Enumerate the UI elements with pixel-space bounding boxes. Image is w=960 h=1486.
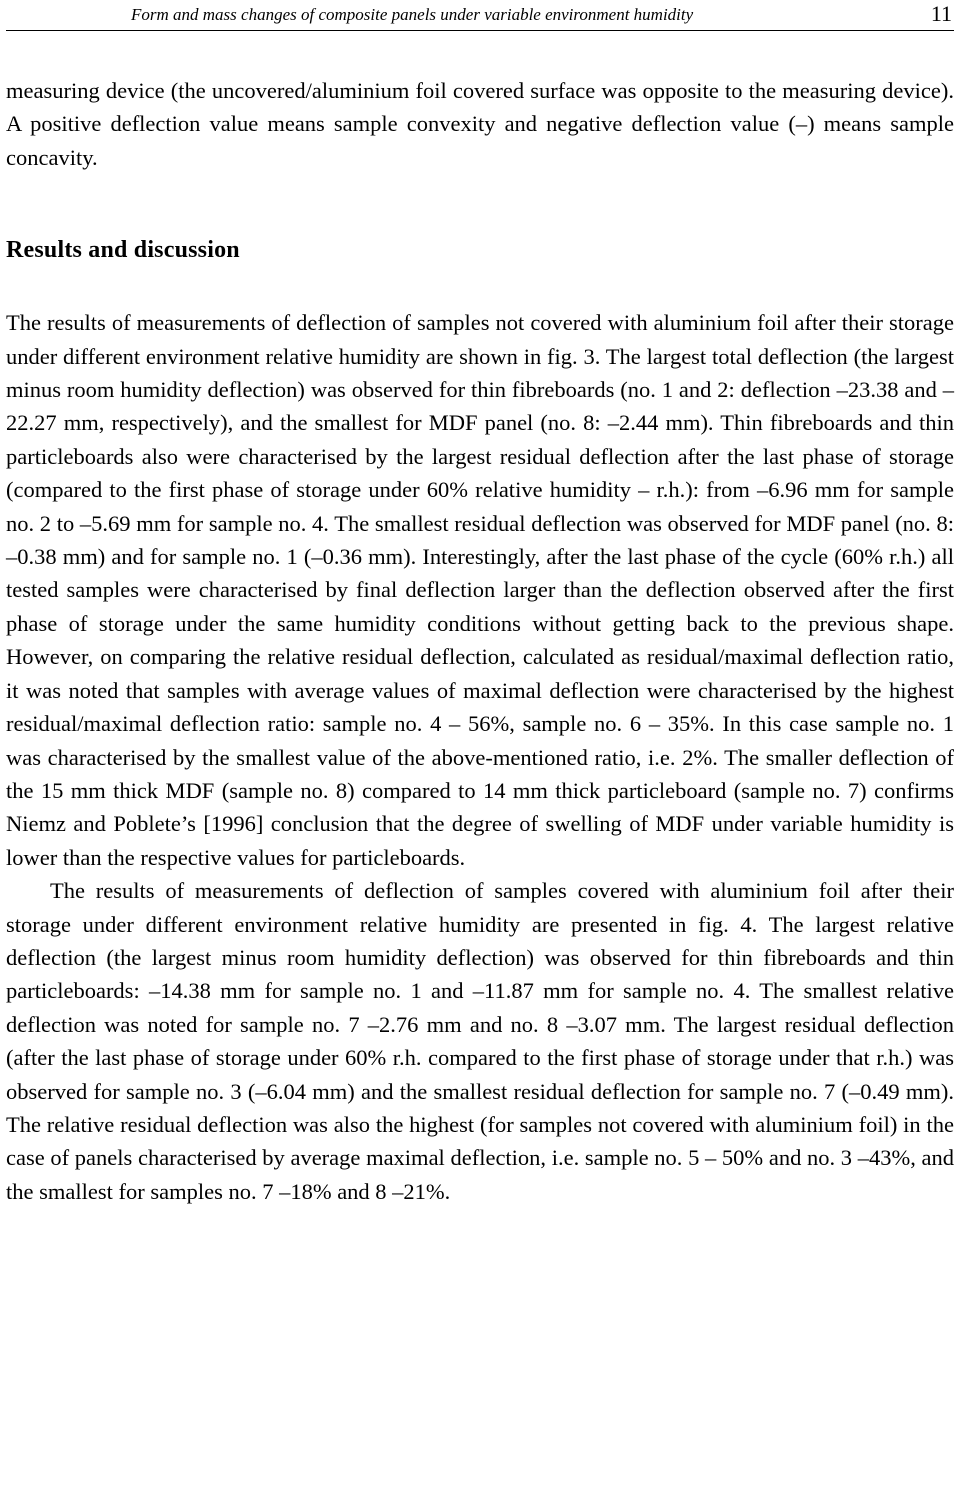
running-title: Form and mass changes of composite panels under variable environment humidity [131, 5, 694, 24]
page-number: 11 [930, 1, 952, 26]
running-header [6, 0, 954, 31]
body-text [6, 74, 954, 1208]
results-paragraph-1: The results of measurements of deflection of samples not covered with aluminium foil after their storage under different environment relative humidity are shown in fig. 3. The largest total deflection (the largest minus room humidity deflection) was observed for thin fibreboards (no. 1 and 2: deflection –23.38 and –22.27 mm, respectively), and the smallest for MDF panel (no. 8: –2.44 mm). Thin fibreboards and thin particleboards also were characterised by the largest residual deflection after the last phase of storage (compared to the first phase of storage under 60% relative humidity – r.h.): from –6.96 mm for sample no. 2 to –5.69 mm for sample no. 4. The smallest residual deflection was observed for MDF panel (no. 8: –0.38 mm) and for sample no. 1 (–0.36 mm). Interestingly, after the last phase of the cycle (60% r.h.) all tested samples were characterised by final deflection larger than the deflection observed after the first phase of storage under the same humidity conditions without getting back to the previous shape. However, on comparing the relative residual deflection, calculated as residual/maximal deflection ratio, it was noted that samples with average values of maximal deflection were characterised by the highest residual/maximal deflection ratio: sample no. 4 – 56%, sample no. 6 – 35%. In this case sample no. 1 was characterised by the smallest value of the above-mentioned ratio, i.e. 2%. The smaller deflection of the 15 mm thick MDF (sample no. 8) compared to 14 mm thick particleboard (sample no. 7) confirms Niemz and Poblete’s [1996] conclusion that the degree of swelling of MDF under variable humidity is lower than the respective values for particleboards. [6, 310, 954, 870]
section-heading: Results and discussion [6, 237, 240, 264]
intro-paragraph: measuring device (the uncovered/aluminium foil covered surface was opposite to the measuring device). A positive deflection value means sample convexity and negative deflection value (–) means sample concavity. [6, 78, 954, 170]
results-paragraph-2: The results of measurements of deflection of samples covered with aluminium foil after their storage under different environment relative humidity are presented in fig. 4. The largest relative deflection (the largest minus room humidity deflection) was observed for thin fibreboards and thin particleboards: –14.38 mm for sample no. 1 and –11.87 mm for sample no. 4. The smallest relative deflection was noted for sample no. 7 –2.76 mm and no. 8 –3.07 mm. The largest residual deflection (after the last phase of storage under 60% r.h. compared to the first phase of storage under that r.h.) was observed for sample no. 3 (–6.04 mm) and the smallest residual deflection for sample no. 7 (–0.49 mm). The relative residual deflection was also the highest (for samples not covered with aluminium foil) in the case of panels characterised by average maximal deflection, i.e. sample no. 5 – 50% and no. 3 –43%, and the smallest for samples no. 7 –18% and 8 –21%. [6, 878, 954, 1204]
